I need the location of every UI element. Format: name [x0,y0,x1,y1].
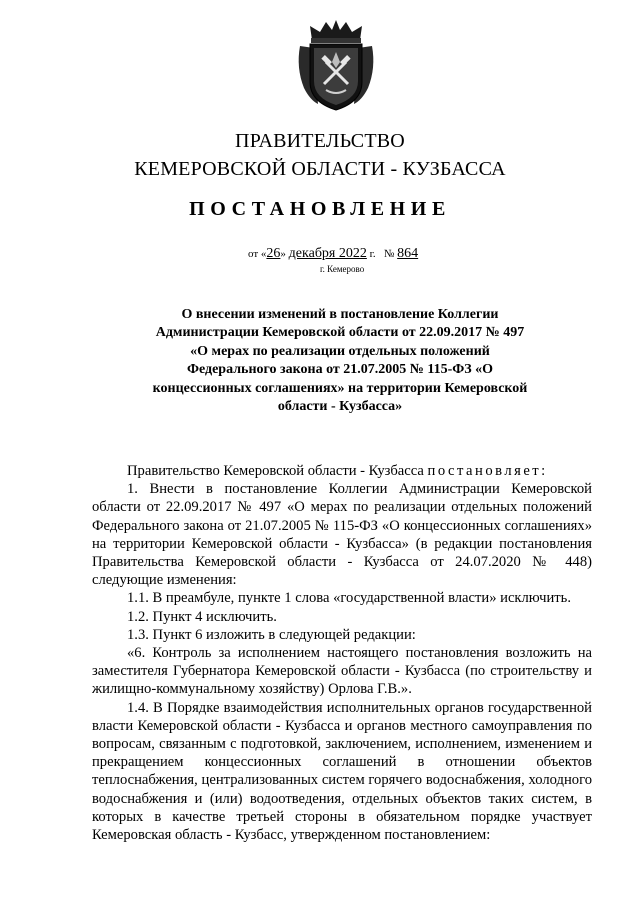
paragraph-1-2: 1.2. Пункт 4 исключить. [127,608,277,625]
paragraph-1-4: 1.4. В Порядке взаимодействия исполнительных органов государственной власти Кемеровской области - Кузбасса и органов местного самоуправления по вопросам, связанным с подготовкой, заключением, исполнением, изменением и прекращением концессионных соглашений в отношении объектов теплоснабжения, централизованных систем горячего водоснабжения, холодного водоснабжения и (или) водоотведения, отдельных объектов таких систем, в которых в качестве третьей стороны в обязательном порядке участвует Кемеровская область - Кузбасс, утвержденном постановлением: [92,699,592,844]
document-subject: О внесении изменений в постановление Коллегии Администрации Кемеровской области от 22.09.2017 № 497 «О мерах по реализации отдельных положений Федерального закона от 21.07.2005 № 115-ФЗ «О концессионных соглашениях» на территории Кемеровской области - Кузбасса» [152,307,528,415]
date-prefix: от « [248,248,267,260]
paragraph-6-quote: «6. Контроль за исполнением настоящего постановления возложить на заместителя Губернатора Кемеровской области - Кузбасса (по строительству и жилищно-коммунальному хозяйству) Орлова Г.В.». [92,645,592,698]
paragraph-1-3: 1.3. Пункт 6 изложить в следующей редакции: [127,626,416,643]
document-number: 864 [397,246,419,261]
date-suffix: г. [366,248,376,260]
coat-of-arms-emblem [296,18,376,112]
intro-text: Правительство Кемеровской области - Кузбасса [127,463,428,479]
paragraph-1-1: 1.1. В преамбуле, пункте 1 слова «государственной власти» исключить. [127,590,571,607]
date-month-year: декабря 2022 [288,246,367,261]
date-number-line [248,246,418,262]
paragraph-1: 1. Внести в постановление Коллегии Администрации Кемеровской области от 22.09.2017 № 497 «О мерах по реализации отдельных положений Федерального закона от 21.07.2005 № 115-ФЗ «О концессионных соглашениях» на территории Кемеровской области - Кузбасса» (в редакции постановления Правительства Кемеровской области - Кузбасса от 24.07.2020 № 448) следующие изменения: [92,481,592,589]
government-name-line2: КЕМЕРОВСКОЙ ОБЛАСТИ - КУЗБАССА [134,158,506,180]
date-day: 26 [266,246,281,261]
date-mid: » [280,248,289,260]
intro-decree-word: постановляет: [427,463,548,479]
government-name-line1: ПРАВИТЕЛЬСТВО [235,130,405,152]
intro-paragraph [92,462,592,480]
document-body [92,462,592,844]
number-label: № [383,248,395,260]
document-type-title: ПОСТАНОВЛЕНИЕ [189,198,451,220]
city-name: г. Кемерово [320,264,365,274]
